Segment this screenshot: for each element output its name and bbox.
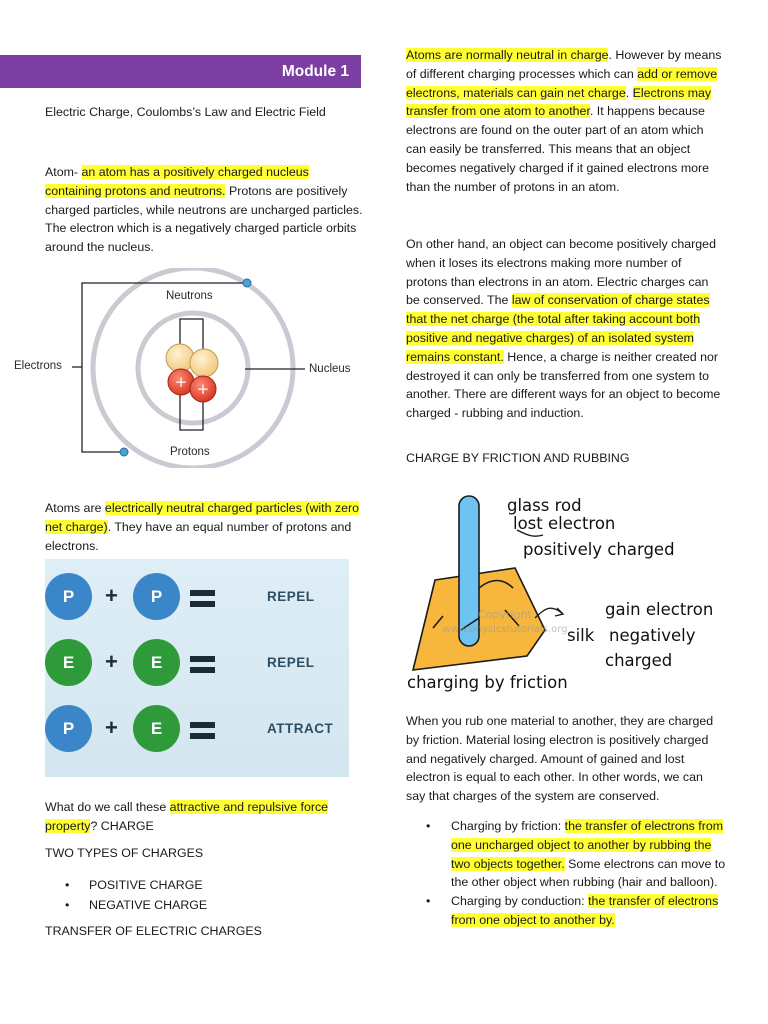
charged-label: charged	[605, 651, 673, 670]
highlight-text: law of conservation of charge states that the net charge (the total after taking account both positive and negative charges) of an isolated system remains constant.	[406, 293, 710, 364]
silk-label: silk	[567, 626, 595, 645]
question-rest: ? CHARGE	[90, 818, 154, 833]
electron-circle: E	[133, 639, 180, 686]
list-item: • POSITIVE CHARGE	[65, 875, 207, 895]
nucleus-label: Nucleus	[309, 363, 351, 375]
highlight-text: Atoms are normally neutral in charge	[406, 48, 609, 62]
rubbing-paragraph: When you rub one material to another, they are charged by friction. Material losing electron is positively charged and negatively charged. Amount of gained and lost electron is equal to each other. In other words, we can say that charges of the system are conserved.	[406, 714, 714, 804]
document-title: Electric Charge, Coulombs’s Law and Electric Field	[45, 105, 326, 119]
proton-plus-symbol: +	[174, 373, 188, 391]
equals-symbol	[190, 722, 215, 739]
atom-lead: Atom-	[45, 165, 79, 179]
electron-circle: E	[133, 705, 180, 752]
friction-heading: CHARGE BY FRICTION AND RUBBING	[406, 451, 630, 465]
electron-circle: E	[45, 639, 92, 686]
list-item: • NEGATIVE CHARGE	[65, 895, 207, 915]
charge-types-list	[65, 875, 207, 915]
equals-symbol	[190, 656, 215, 673]
electrons-label: Electrons	[14, 360, 62, 372]
question-lead: What do we call these	[45, 800, 167, 814]
atom-diagram	[10, 268, 355, 468]
method-highlight: the transfer of electrons from one uncharged object to another by rubbing the two objects together.	[451, 819, 724, 871]
atom-paragraph	[45, 163, 367, 257]
charge-interaction-rules	[45, 559, 349, 777]
plus-symbol: +	[105, 715, 118, 740]
transfer-heading: TRANSFER OF ELECTRIC CHARGES	[45, 924, 262, 938]
question-highlight: attractive and repulsive force property	[45, 800, 329, 833]
figure-caption: charging by friction	[407, 673, 568, 692]
proton-circle: P	[45, 705, 92, 752]
highlight-text: add or remove electrons, materials can gain net charge	[406, 66, 718, 100]
rule-result: ATTRACT	[267, 721, 334, 736]
rule-result: REPEL	[267, 655, 315, 670]
body-text: . However by means of different charging processes which can	[406, 48, 722, 81]
electron-dot-top	[243, 279, 251, 287]
electron-dot-bottom	[120, 448, 128, 456]
proton-circle: P	[45, 573, 92, 620]
watermark-line-2: www.physicstutorials.org	[442, 624, 568, 635]
plus-symbol: +	[105, 649, 118, 674]
method-label: Charging by friction:	[451, 819, 562, 833]
proton-plus-symbol: +	[196, 380, 210, 398]
positively-charged-label: positively charged	[523, 540, 675, 559]
neutral-atoms-paragraph	[45, 499, 360, 555]
neutral-highlight: electrically neutral charged particles (with zero net charge)	[45, 501, 360, 534]
method-label: Charging by conduction:	[451, 894, 585, 909]
method-highlight: the transfer of electrons from one object to another by.	[451, 894, 719, 927]
positive-charge-paragraph	[406, 235, 724, 423]
lost-electron-label: lost electron	[513, 514, 616, 533]
neutral-charge-paragraph	[406, 46, 724, 196]
body-text: .	[625, 85, 630, 100]
negatively-label: negatively	[609, 626, 696, 645]
glass-rod-label: glass rod	[507, 496, 582, 515]
friction-illustration	[395, 480, 735, 695]
protons-label: Protons	[170, 446, 210, 458]
list-item	[426, 892, 726, 930]
neutron-particle	[166, 344, 194, 372]
neutron-particle	[190, 349, 218, 377]
body-text: Hence, a charge is neither created nor destroyed it can only be transferred from one system to another. There are different ways for an object to become charged - rubbing and induction.	[406, 349, 721, 421]
two-types-heading: TWO TYPES OF CHARGES	[45, 846, 204, 860]
gain-electron-label: gain electron	[605, 600, 714, 619]
charging-methods-list	[426, 817, 726, 930]
module-header-bar	[0, 55, 361, 88]
rule-row-proton-proton	[45, 573, 349, 625]
neutrons-label: Neutrons	[166, 290, 213, 302]
highlight-text: Electrons may transfer from one atom to another	[406, 85, 712, 119]
atom-rest: Protons are positively charged particles, while neutrons are uncharged particles. The electron which is a negatively charged particle orbits around the nucleus.	[45, 183, 363, 255]
list-item	[426, 817, 726, 892]
electron-leader-line	[82, 283, 247, 452]
body-text: . It happens because electrons are found on the outer part of an atom which can easily be transferred. This means that an object becomes negatively charged if it gained electrons more than the number of protons in an atom.	[406, 104, 710, 194]
plus-symbol: +	[105, 583, 118, 608]
rule-row-electron-electron	[45, 639, 349, 691]
equals-symbol	[190, 590, 215, 607]
method-rest: Some electrons can move to the other object when rubbing (hair and balloon).	[451, 856, 726, 890]
neutral-lead: Atoms are	[45, 501, 102, 515]
charge-question	[45, 798, 365, 836]
atom-highlight: an atom has a positively charged nucleus containing protons and neutrons.	[45, 165, 309, 198]
module-label: Module 1	[281, 62, 349, 80]
rule-row-proton-electron	[45, 705, 349, 757]
neutral-rest: . They have an equal number of protons and electrons.	[45, 519, 352, 553]
rule-result: REPEL	[267, 589, 315, 604]
body-text: On other hand, an object can become positively charged when it loses its electrons making more number of protons than electrons in an atom. Electric charges can be conserved. The	[406, 237, 716, 308]
watermark-line-1: Copyright	[478, 608, 532, 621]
proton-circle: P	[133, 573, 180, 620]
